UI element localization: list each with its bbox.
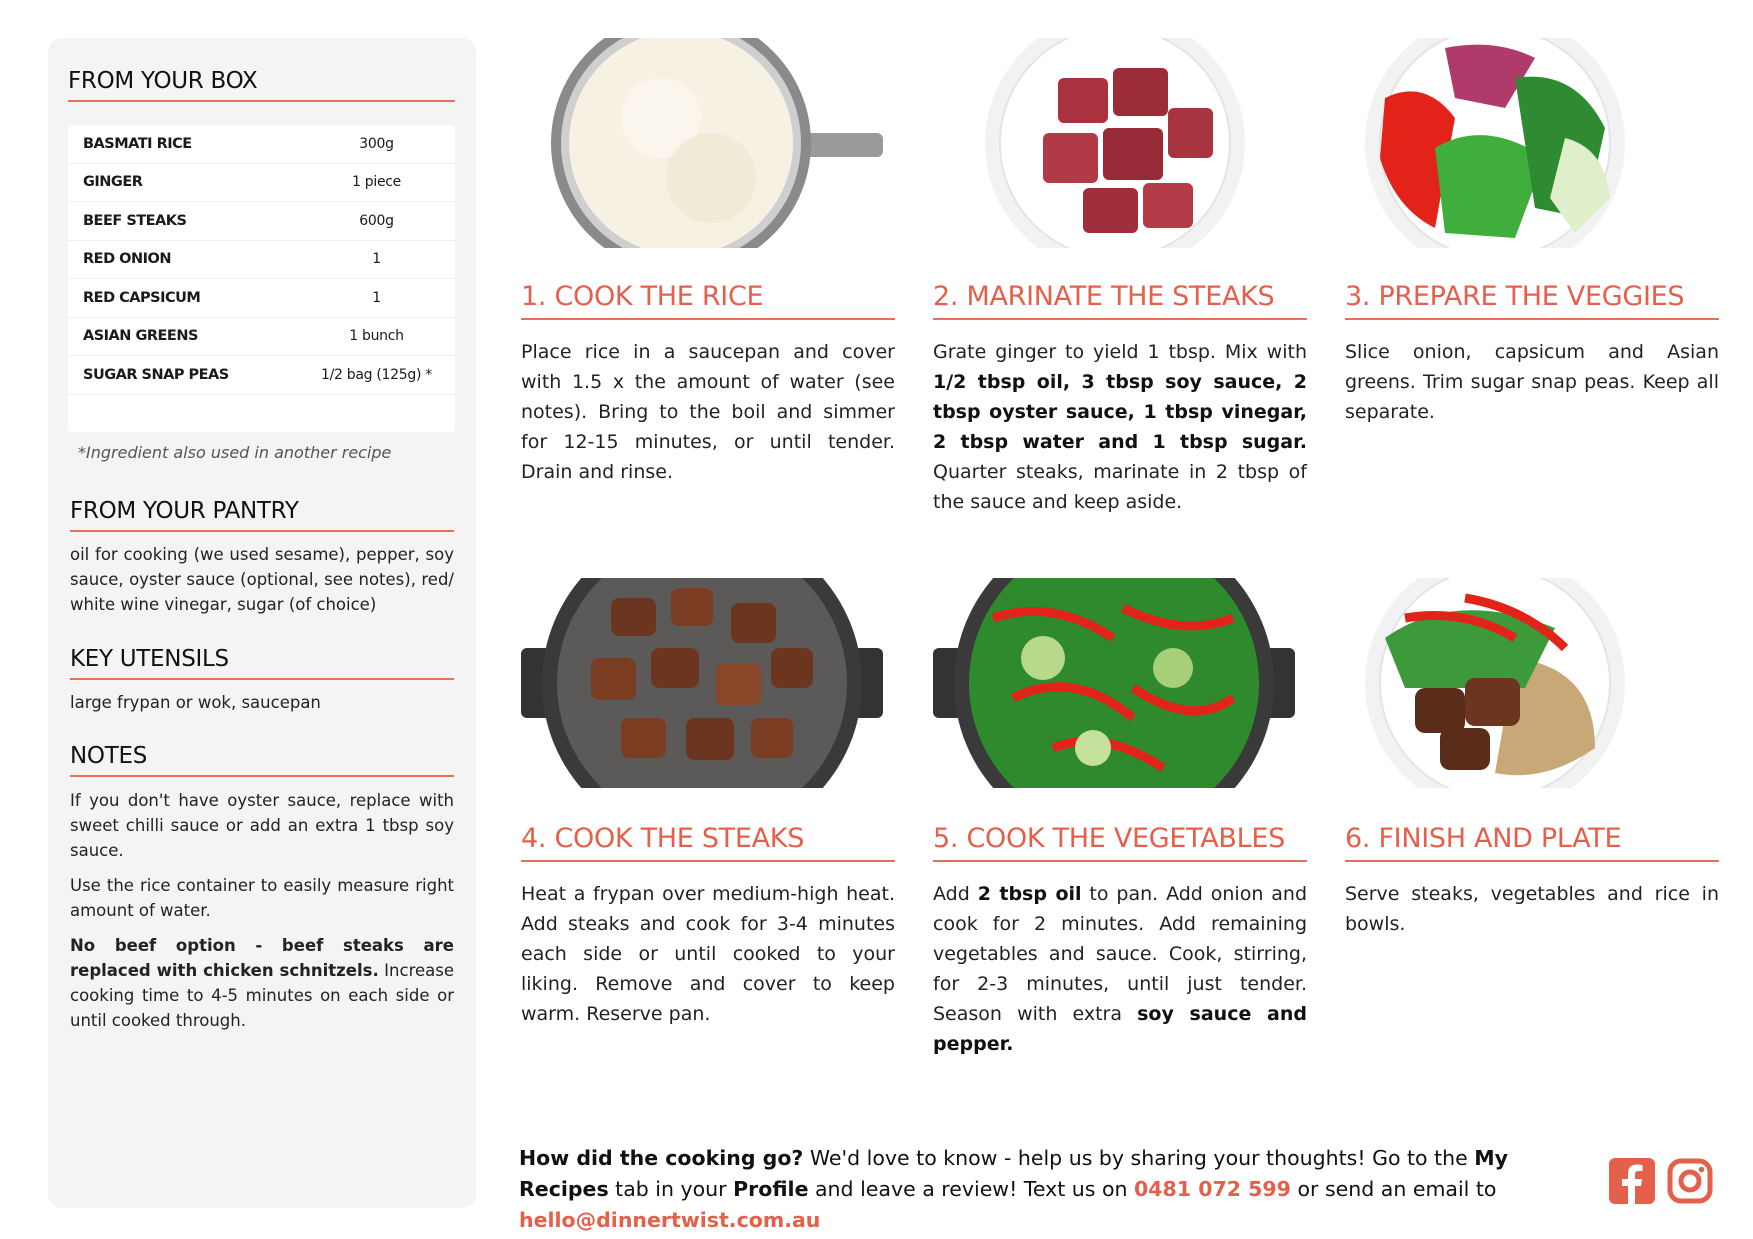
pantry-text: oil for cooking (we used sesame), pepper, soy sauce, oyster sauce (optional, see notes), red/ white wine vinegar, sugar (of choice) [70, 545, 454, 614]
step-6-text [1345, 879, 1719, 939]
step-text-segment: Slice onion, capsicum and Asian greens. Trim sugar snap peas. Keep all separate. [1345, 341, 1719, 423]
note-bold: No beef option - beef steaks are replaced with chicken schnitzels. [70, 936, 454, 980]
table-row [68, 241, 455, 280]
phone-link[interactable]: 0481 072 599 [1134, 1177, 1291, 1201]
note-paragraph: If you don't have oyster sauce, replace with sweet chilli sauce or add an extra 1 tbsp soy sauce. [70, 791, 454, 860]
footer-question: How did the cooking go? [519, 1146, 804, 1170]
step-text-segment: to pan. Add onion and cook for 2 minutes. Add remaining vegetables and sauce. Cook, stirring, for 2-3 minutes, until just tender. Season with extra [933, 883, 1308, 1025]
key-utensils-title: KEY UTENSILS [70, 646, 454, 680]
step-text-segment: Heat a frypan over medium-high heat. Add steaks and cook for 3-4 minutes each side or until cooked to your liking. Remove and cover to keep warm. Reserve pan. [521, 883, 895, 1025]
from-your-pantry-title: FROM YOUR PANTRY [70, 498, 454, 532]
ingredient-name: ASIAN GREENS [83, 328, 198, 345]
sliced-veggies-bowl-photo [1345, 38, 1707, 248]
step-text-segment: Place rice in a saucepan and cover with 1.5 x the amount of water (see notes). Bring to the boil and simmer for 12-15 minutes, or until tender. Drain and rinse. [521, 341, 895, 483]
step-text-bold: 2 tbsp oil [977, 883, 1082, 905]
footer-text: We'd love to know - help us by sharing your thoughts! Go to the [803, 1146, 1475, 1170]
steaks-in-frypan-photo [521, 578, 883, 788]
ingredient-qty: 300g [359, 135, 394, 152]
feedback-footer [519, 1143, 1589, 1236]
utensils-text: large frypan or wok, saucepan [70, 693, 321, 712]
step-4-title: 4. COOK THE STEAKS [521, 823, 895, 862]
ingredient-name: RED ONION [83, 251, 171, 268]
step-text-segment: Serve steaks, vegetables and rice in bowls. [1345, 883, 1719, 935]
step-3-text [1345, 337, 1719, 427]
step-2-text [933, 337, 1307, 517]
ingredient-footnote: *Ingredient also used in another recipe [78, 443, 392, 462]
email-link[interactable]: hello@dinnertwist.com.au [519, 1208, 821, 1232]
footer-text: or send an email to [1290, 1177, 1497, 1201]
vegetables-in-pan-photo [933, 578, 1295, 788]
profile-link[interactable]: Profile [733, 1177, 809, 1201]
rice-in-saucepan-photo [521, 38, 883, 248]
step-5-text [933, 879, 1307, 1059]
ingredient-name: BEEF STEAKS [83, 212, 187, 229]
step-5-title: 5. COOK THE VEGETABLES [933, 823, 1307, 862]
note-paragraph [70, 933, 454, 1033]
ingredient-qty: 600g [359, 212, 394, 229]
ingredient-qty: 1 [372, 289, 381, 306]
ingredient-qty: 1 bunch [349, 328, 404, 345]
ingredient-name: SUGAR SNAP PEAS [83, 366, 229, 383]
plated-dish-photo [1345, 578, 1707, 788]
step-text-bold: soy sauce and pepper. [933, 1003, 1307, 1055]
instagram-icon[interactable] [1667, 1158, 1713, 1204]
notes-title: NOTES [70, 743, 454, 777]
ingredient-qty: 1 piece [352, 174, 401, 191]
step-1-title: 1. COOK THE RICE [521, 281, 895, 320]
step-6-title: 6. FINISH AND PLATE [1345, 823, 1719, 862]
note-paragraph: Use the rice container to easily measure right amount of water. [70, 876, 454, 920]
ingredient-name: RED CAPSICUM [83, 289, 201, 306]
ingredients-sidebar [48, 38, 476, 1208]
ingredient-qty: 1/2 bag (125g) * [321, 366, 432, 383]
from-your-box-title: FROM YOUR BOX [68, 68, 455, 102]
step-2-title: 2. MARINATE THE STEAKS [933, 281, 1307, 320]
table-row [68, 318, 455, 357]
marinated-steak-bowl-photo [933, 38, 1295, 248]
step-1-text [521, 337, 895, 487]
ingredient-qty: 1 [372, 251, 381, 268]
my-recipes-link[interactable]: My Recipes [519, 1146, 1509, 1201]
step-3-title: 3. PREPARE THE VEGGIES [1345, 281, 1719, 320]
table-row [68, 356, 455, 395]
ingredient-name: BASMATI RICE [83, 135, 192, 152]
step-text-segment: Quarter steaks, marinate in 2 tbsp of the sauce and keep aside. [933, 461, 1307, 513]
step-text-segment: Add [933, 883, 978, 905]
note-rest: Increase cooking time to 4-5 minutes on each side or until cooked through. [70, 961, 454, 1030]
footer-text: and leave a review! Text us on [808, 1177, 1135, 1201]
step-text-segment: Grate ginger to yield 1 tbsp. Mix with [933, 341, 1307, 363]
table-row [68, 125, 455, 164]
ingredients-table [68, 125, 455, 432]
table-row [68, 164, 455, 203]
step-text-bold: 1/2 tbsp oil, 3 tbsp soy sauce, 2 tbsp oyster sauce, 1 tbsp vinegar, 2 tbsp water and 1 tbsp sugar. [933, 371, 1307, 453]
notes-body [70, 788, 454, 1043]
facebook-icon[interactable] [1609, 1158, 1655, 1204]
footer-text: tab in your [608, 1177, 734, 1201]
ingredient-name: GINGER [83, 174, 143, 191]
step-4-text [521, 879, 895, 1029]
table-row [68, 202, 455, 241]
table-row [68, 279, 455, 318]
